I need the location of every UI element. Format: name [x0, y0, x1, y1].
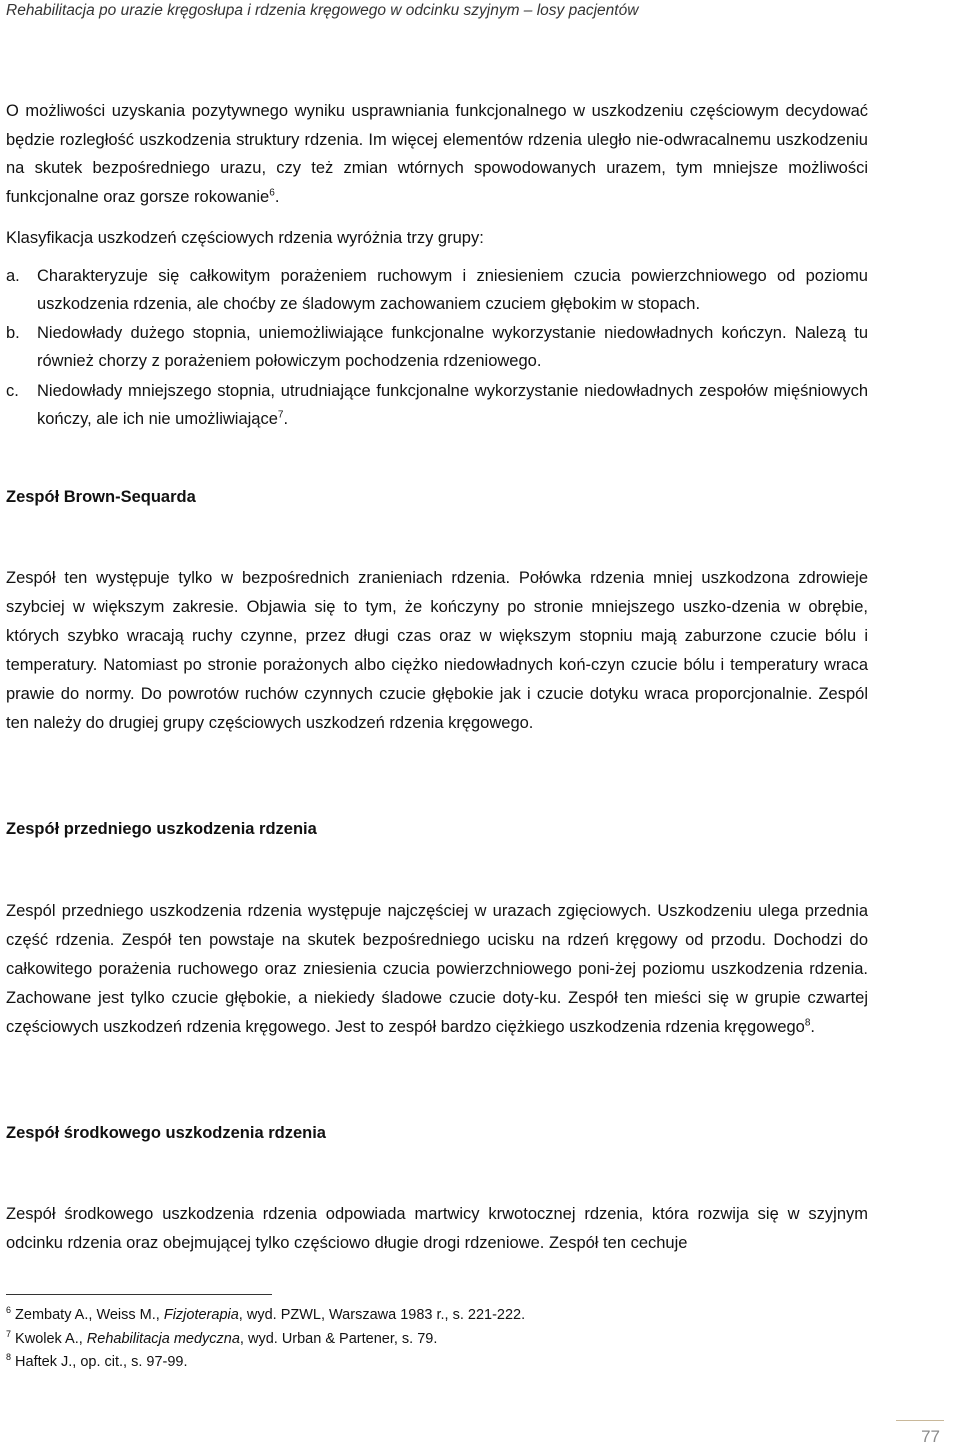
section-heading-central-cord: Zespół środkowego uszkodzenia rdzenia: [6, 1124, 326, 1142]
footnote-ref-8[interactable]: 8: [804, 1017, 811, 1029]
footnote-ref-6[interactable]: 6: [269, 187, 275, 199]
list-marker: b.: [6, 324, 20, 342]
list-marker: c.: [6, 382, 19, 400]
classification-lead: Klasyfikacja uszkodzeń częściowych rdzenia wyróżnia trzy grupy:: [6, 229, 484, 247]
list-marker: a.: [6, 267, 20, 285]
footnote-ref-7[interactable]: 7: [277, 409, 284, 421]
section-text-brown-sequard: Zespół ten występuje tylko w bezpośrednich zranieniach rdzenia. Połówka rdzenia mniej uszkodzona zdrowieje szybciej w większym zakresie. Objawia się to tym, że kończyny po stronie mniejszego uszko-dzenia w obrębie, których szybko wracają ruchy czynne, przez długi czas oraz w większym stopniu mają zaburzone czucie bólu i temperatury. Natomiast po stronie porażonych albo ciężko niedowładnych koń-czyn czucie bólu i temperatury wraca prawie do normy. Do powrotów ruchów czynnych czucie głębokie jak i czucie dotyku wraca proporcjonalnie. Zespól ten należy do drugiej grupy częściowych uszkodzeń rdzenia kręgowego.: [6, 569, 868, 732]
intro-paragraph: O możliwości uzyskania pozytywnego wyniku usprawniania funkcjonalnego w uszkodzeniu częściowym decydować będzie rozległość uszkodzenia struktury rdzenia. Im więcej elementów rdzenia uległo nie-odwracalnemu uszkodzeniu na skutek bezpośredniego urazu, czy też zmian wtórnych spowodowanych urazem, tym mniejsze możliwości funkcjonalne oraz gorsze rokowanie$^6$.: [6, 102, 868, 206]
section-heading-anterior-cord: Zespół przedniego uszkodzenia rdzenia: [6, 820, 317, 838]
section-text-anterior-cord: Zespól przedniego uszkodzenia rdzenia występuje najczęściej w urazach zgięciowych. Uszkodzeniu ulega przednia część rdzenia. Zespół ten powstaje na skutek bezpośredniego ucisku na rdzeń kręgowy od przodu. Dochodzi do całkowitego porażenia ruchowego oraz zniesienia czucia powierzchniowego poni-żej poziomu uszkodzenia rdzenia. Zachowane jest tylko czucie głębokie, a niekiedy śladowe czucie doty-ku. Zespół ten mieści się w grupie czwartej częściowych uszkodzeń rdzenia kręgowego. Jest to zespół bardzo ciężkiego uszkodzenia rdzenia kręgowego$^8$.: [6, 902, 868, 1036]
footnote-7: $^7$ Kwolek A., Rehabilitacja medyczna, wyd. Urban & Partener, s. 79.: [6, 1329, 438, 1347]
list-item-b: b. Niedowłady dużego stopnia, uniemożliwiające funkcjonalne wykorzystanie niedowładnych kończyn. Nalezą tu również chorzy z porażeniem połowiczym pochodzenia rdzeniowego.: [6, 320, 868, 376]
list-item-c: c. Niedowłady mniejszego stopnia, utrudniające funkcjonalne wykorzystanie niedowładnych zespołów mięśniowych kończy, ale ich nie umożliwiające$^7$.: [6, 378, 868, 434]
footnote-6: $^6$ Zembaty A., Weiss M., Fizjoterapia, wyd. PZWL, Warszawa 1983 r., s. 221-222.: [6, 1305, 526, 1323]
section-text-central-cord: Zespół środkowego uszkodzenia rdzenia odpowiada martwicy krwotocznej rdzenia, która rozwija się w szyjnym odcinku rdzenia oraz obejmującej tylko częściowo długie drogi rdzeniowe. Zespół ten cechuje: [6, 1205, 868, 1252]
running-header: Rehabilitacja po urazie kręgosłupa i rdzenia kręgowego w odcinku szyjnym – losy pacjentów: [6, 2, 639, 19]
intro-text: O możliwości uzyskania pozytywnego wyniku usprawniania funkcjonalnego w uszkodzeniu częściowym decydować będzie rozległość uszkodzenia struktury rdzenia. Im więcej elementów rdzenia uległo nie-odwracalnemu uszkodzeniu na skutek bezpośredniego urazu, czy też zmian wtórnych spowodowanych urazem, tym mniejsze możliwości funkcjonalne oraz gorsze rokowanie: [6, 102, 868, 206]
footnote-separator: [6, 1294, 272, 1295]
list-item-a: a. Charakteryzuje się całkowitym porażeniem ruchowym i zniesieniem czucia powierzchniowego od poziomu uszkodzenia rdzenia, ale choćby ze śladowym zachowaniem czuciem głębokim w stopach.: [6, 263, 868, 319]
section-heading-brown-sequard: Zespół Brown-Sequarda: [6, 488, 196, 506]
page-number: 77: [921, 1427, 940, 1446]
page-number-box: [896, 1420, 944, 1447]
footnote-8: $^8$ Haftek J., op. cit., s. 97-99.: [6, 1352, 188, 1370]
